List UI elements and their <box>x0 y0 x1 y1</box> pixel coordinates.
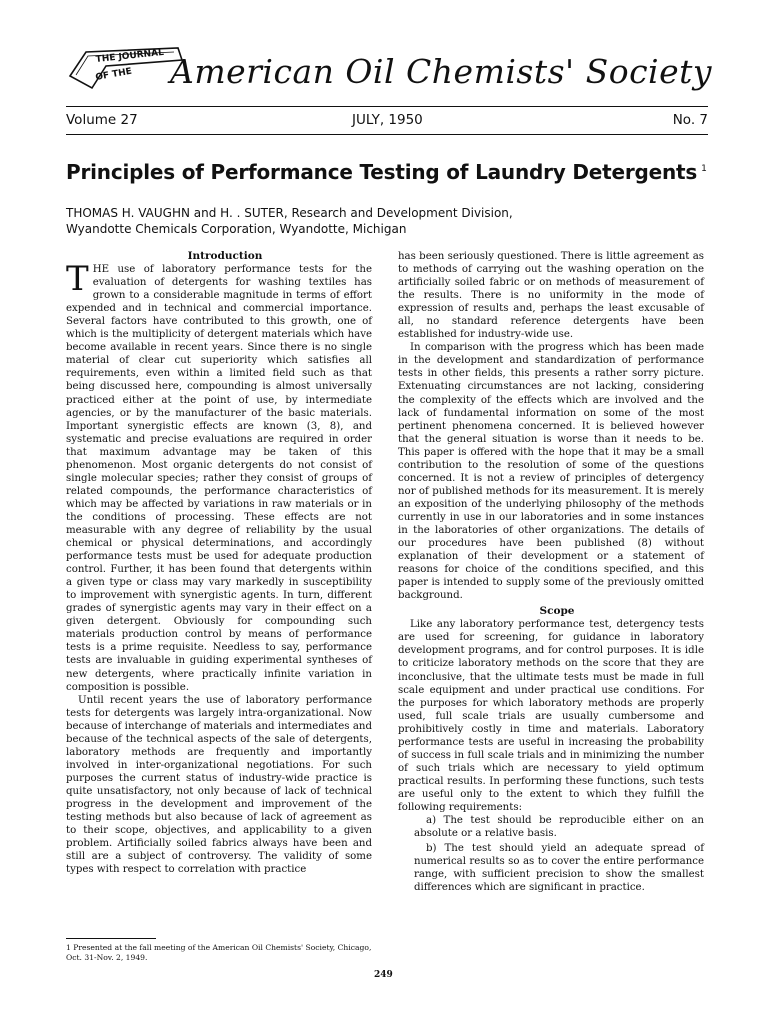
scope-heading: Scope <box>539 605 575 618</box>
paper-title-text: Principles of Performance Testing of Laundry Detergents <box>66 160 698 184</box>
introduction-heading: Introduction <box>187 250 263 262</box>
badge-line1: THE JOURNAL <box>95 47 165 65</box>
journal-masthead <box>60 22 713 102</box>
page-number: 249 <box>374 970 393 980</box>
authors-line-2: Wyandotte Chemicals Corporation, Wyandotte, Michigan <box>66 222 407 236</box>
authors-line-1: THOMAS H. VAUGHN and H. . SUTER, Research and Development Division, <box>66 206 513 220</box>
requirement-b: b) The test should yield an adequate spread of numerical results so as to cover the entire performance range, with sufficient precision to show the smallest differences which are significant in practice. <box>414 843 704 894</box>
paper-title <box>66 160 707 184</box>
introduction-paragraph-2: Until recent years the use of laboratory performance tests for detergents was largely intra-organizational. Now because of interchange of materials and intermediates and because of the technical aspects of the sale of detergents, laboratory methods are frequently and importantly involved in inter-organizational negotiations. For such purposes the current status of industry-wide practice is quite unsatisfactory, not only because of lack of technical progress in the development and improvement of the testing methods but also because of lack of agreement as to their scope, objectives, and applicability to a given problem. Artificially soiled fabrics always have been and still are a subject of controversy. The validity of some types with respect to correlation with practice <box>66 694 372 876</box>
left-column <box>66 250 372 876</box>
issue-number: No. 7 <box>672 112 708 128</box>
issue-date: JULY, 1950 <box>352 112 423 128</box>
masthead-top-rule <box>66 106 708 107</box>
masthead-bottom-rule <box>66 134 708 135</box>
scope-paragraph-1: Like any laboratory performance test, detergency tests are used for screening, for guidance in laboratory development programs, and for control purposes. It is idle to criticize laboratory methods on the score that they are inconclusive, that the ultimate tests must be made in full scale equipment and under practical use conditions. For the purposes for which laboratory methods are properly used, full scale trials are usually cumbersome and prohibitively costly in time and materials. Laboratory performance tests are useful in increasing the probability of success in full scale trials and in minimizing the number of such trials which are necessary to yield optimum practical results. In performing these functions, such tests are useful only to the extent to which they fulfill the following requirements: <box>398 619 704 813</box>
introduction-paragraph-3: has been seriously questioned. There is little agreement as to methods of carrying out the washing operation on the artificially soiled fabric or on methods of measurement of the results. There is no uniformity in the mode of expression of results and, perhaps the least excusable of all, no standard reference detergents have been established for industry-wide use. <box>398 251 704 341</box>
introduction-paragraph-1-text: HE use of laboratory performance tests for the evaluation of detergents for washing textiles has grown to a considerable magnitude in terms of effort expended and in technical and commercial importance. Several factors have contributed to this growth, one of which is the multiplicity of detergent materials which have become available in recent years. Since there is no single material of clear cut superiority which satisfies all requirements, even within a limited field such as that being discussed here, compounding is almost universally practiced either at the point of use, by intermediate agencies, or by the manufacturer of the basic materials. Important synergistic effects are known (3, 8), and systematic and precise evaluations are required in order that maximum advantage may be taken of this phenomenon. Most organic detergents do not consist of single molecular species; rather they consist of groups of related compounds, the performance characteristics of which may be affected by variations in raw materials or in the conditions of processing. These effects are not measurable with any degree of reliability by the usual chemical or physical determinations, and accordingly performance tests must be used for adequate production control. Further, it has been found that detergents within a given type or class may vary markedly in susceptibility to improvement with synergistic agents. In turn, different grades of synergistic agents may vary in their effect on a given detergent. Obviously for compounding such materials production control by means of performance tests is a prime requisite. Needless to say, performance tests are invaluable in guiding experimental syntheses of new detergents, where practically infinite variation in composition is possible. <box>66 264 372 693</box>
journal-badge-logo <box>66 46 186 94</box>
badge-line2: OF THE <box>94 66 133 83</box>
introduction-paragraph-4: In comparison with the progress which has been made in the development and standardization of performance tests in other fields, this presents a rather sorry picture. Extenuating circumstances are not lacking, considering the complexity of the effects which are involved and the lack of fundamental information on some of the most pertinent phenomena concerned. It is believed however that the general situation is worse than it needs to be. This paper is offered with the hope that it may be a small contribution to the resolution of some of the questions concerned. It is not a review of principles of detergency nor of published methods for its measurement. It is merely an exposition of the underlying philosophy of the methods currently in use in our laboratories and in some instances in the laboratories of other organizations. The details of our procedures have been published (8) without explanation of their development or a statement of reasons for choice of the conditions specified, and this paper is intended to supply some of the previously omitted background. <box>398 342 704 602</box>
introduction-paragraph-1 <box>66 259 372 694</box>
footnote-rule <box>66 938 156 939</box>
author-block <box>66 205 706 237</box>
drop-cap: T <box>66 259 89 300</box>
volume-label: Volume 27 <box>66 112 138 128</box>
requirement-a: a) The test should be reproducible either on an absolute or a relative basis. <box>414 815 704 840</box>
title-footnote-mark: 1 <box>701 164 707 175</box>
footnote: 1 Presented at the fall meeting of the American Oil Chemists' Society, Chicago, Oct. 31-Nov. 2, 1949. <box>66 943 372 962</box>
journal-title: American Oil Chemists' Society <box>170 52 713 91</box>
right-column <box>398 250 704 894</box>
